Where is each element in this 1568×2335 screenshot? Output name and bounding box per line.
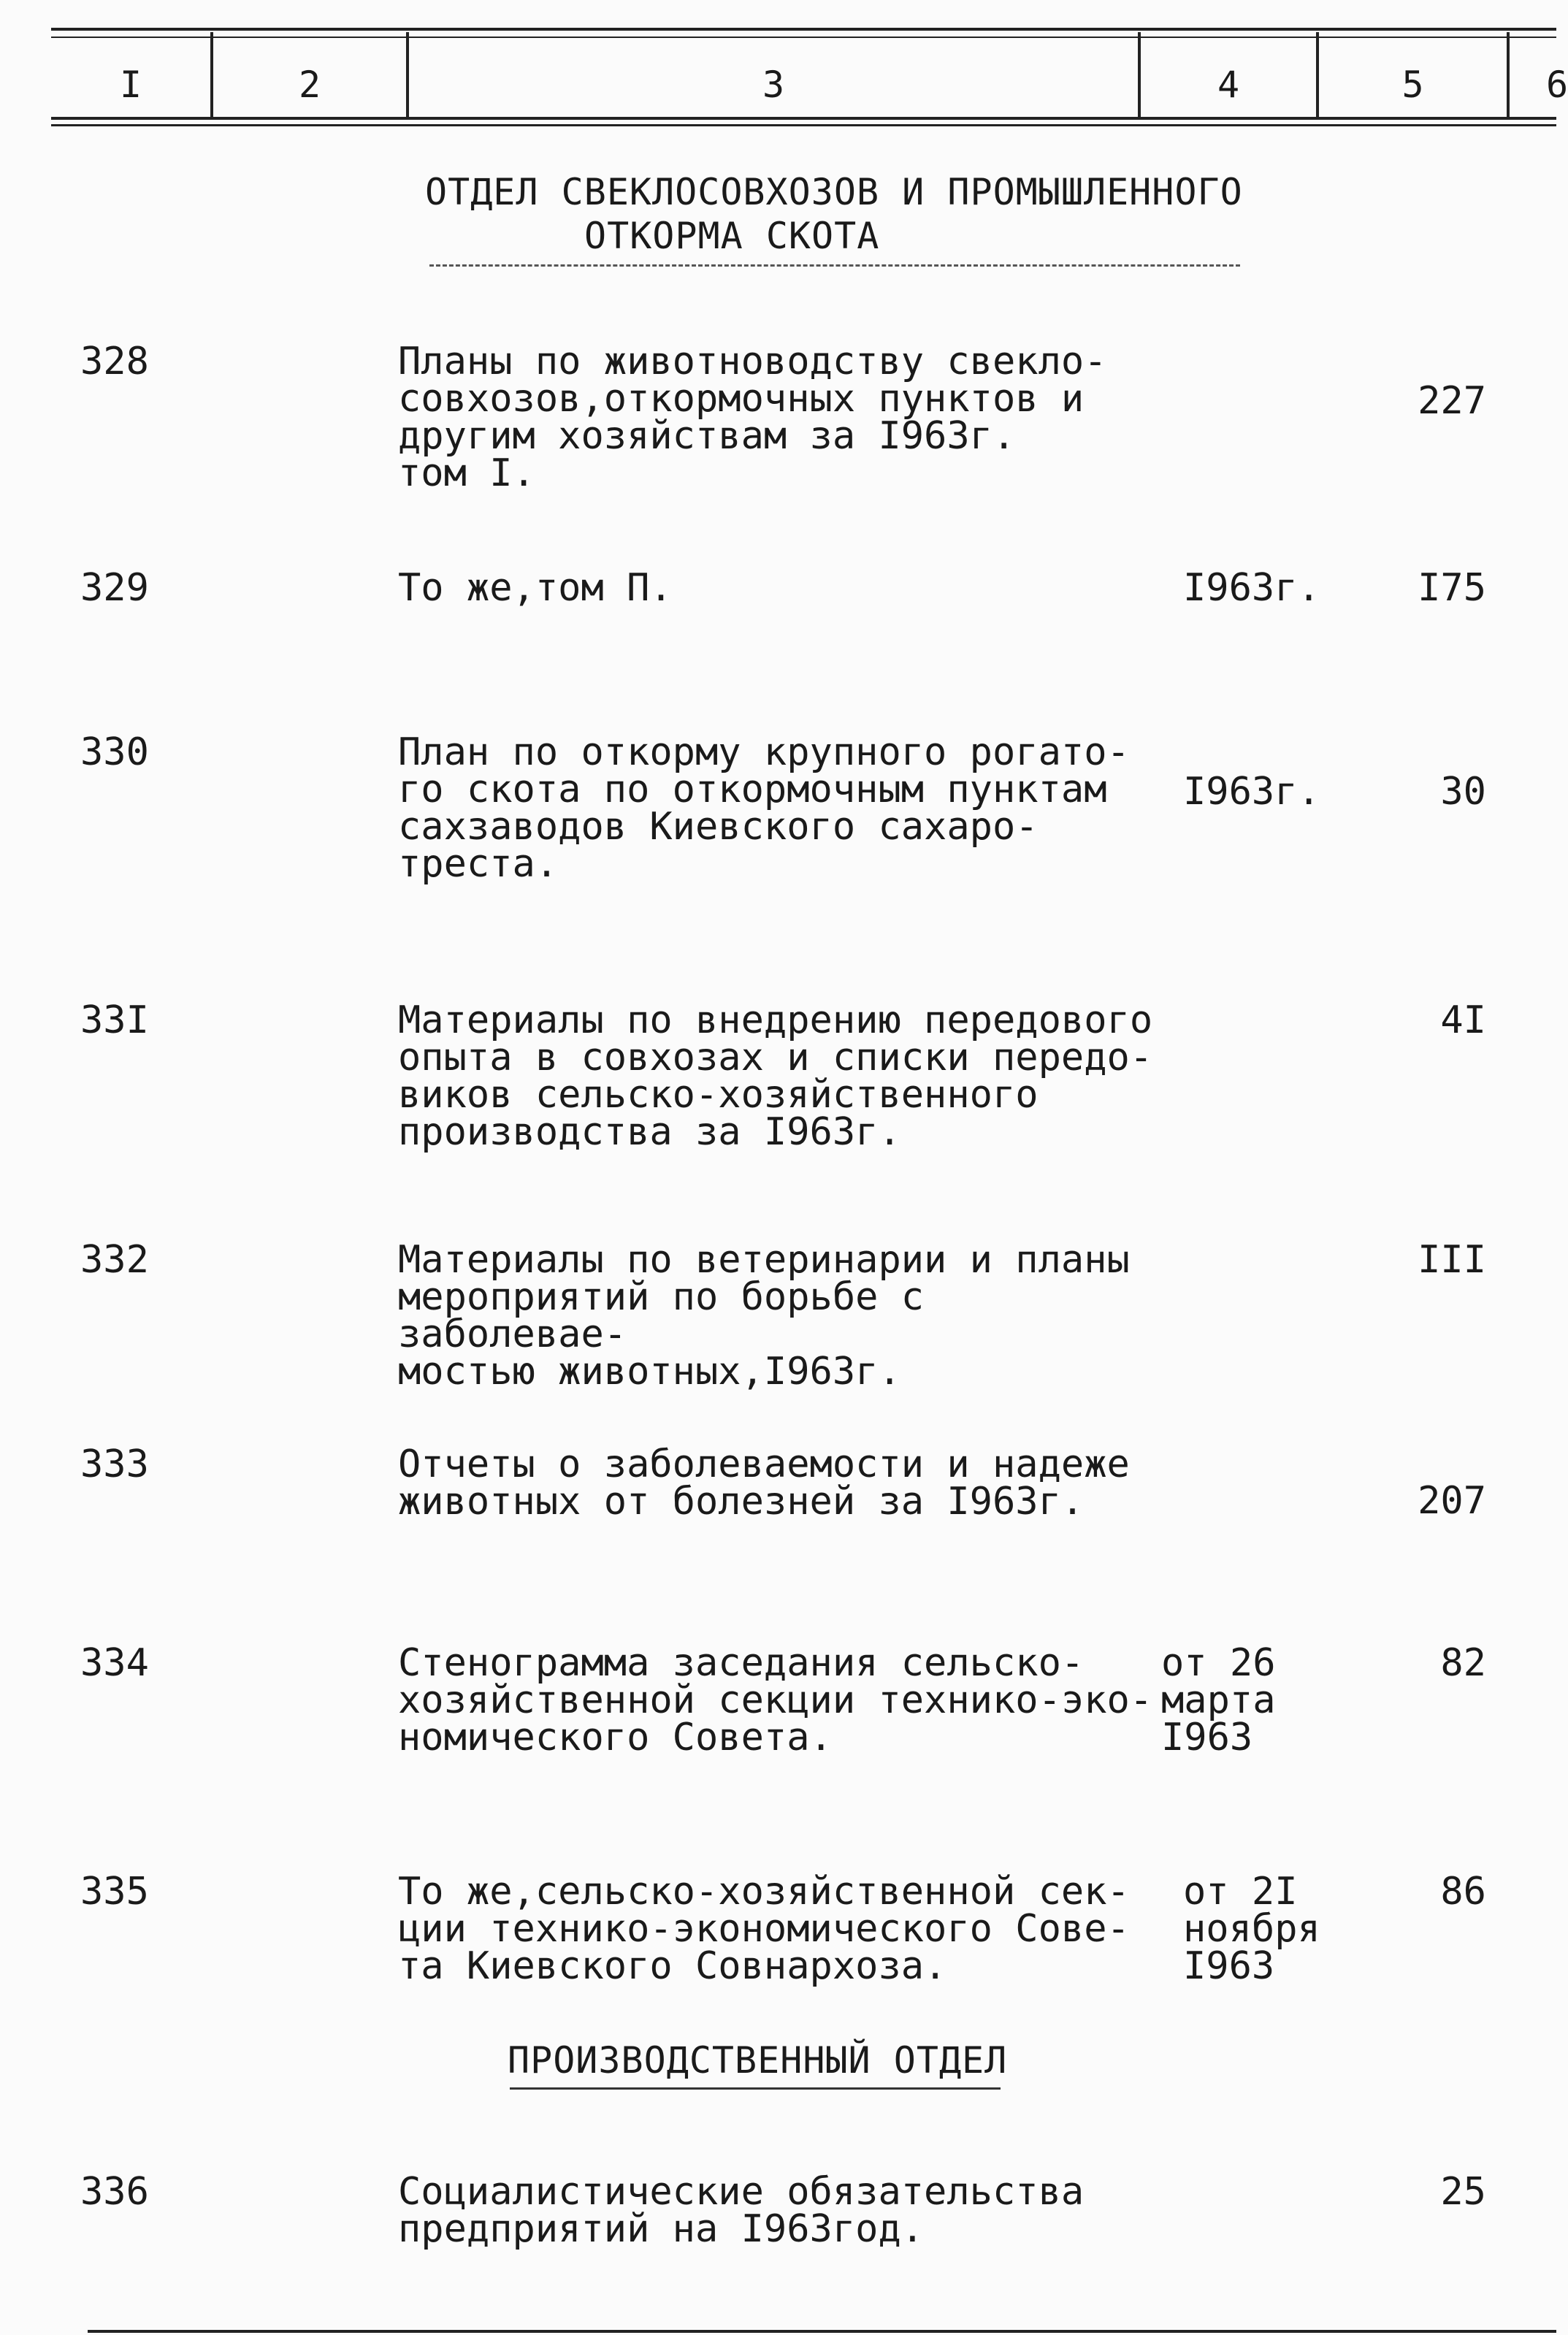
column-header-1: I (119, 64, 142, 106)
column-header-2: 2 (298, 64, 321, 106)
record-sheet-count: III (1418, 1238, 1486, 1282)
record-description: Стенограмма заседания сельско- хозяйственной секции технико-эко- номического Совета. (398, 1641, 1153, 1759)
record-sheet-count: 4I (1440, 998, 1486, 1042)
record-number: 336 (80, 2170, 149, 2214)
record-number: 330 (80, 730, 149, 774)
record-description: То же,том П. (398, 566, 673, 610)
record-number: 334 (80, 1641, 149, 1685)
column-header-4: 4 (1217, 64, 1240, 106)
record-sheet-count: I75 (1418, 566, 1486, 610)
page-bottom-rule (88, 2330, 1556, 2333)
record-description: Материалы по внедрению передового опыта в совхозах и списки передо- виков сельско-хозяйственного производства за I963г. (398, 998, 1153, 1154)
record-sheet-count: 25 (1440, 2170, 1486, 2214)
record-date: I963г. (1183, 770, 1320, 814)
record-sheet-count: 82 (1440, 1641, 1486, 1685)
record-sheet-count: 30 (1440, 770, 1486, 814)
record-description: План по откорму крупного рогато- го скота по откормочным пунктам сахзаводов Киевского сахаро- треста. (398, 730, 1130, 886)
record-date: от 2I ноября I963 (1183, 1870, 1320, 1988)
record-description: Материалы по ветеринарии и планы мероприятий по борьбе с заболевае- мостью животных,I963г. (398, 1238, 1130, 1394)
section-title-line-1: ОТДЕЛ СВЕКЛОСОВХОЗОВ И ПРОМЫШЛЕННОГО (425, 171, 1243, 213)
header-top-rule-2 (51, 37, 1556, 38)
section-title-production: ПРОИЗВОДСТВЕННЫЙ ОТДЕЛ (508, 2039, 1008, 2082)
record-number: 328 (80, 340, 149, 383)
record-number: 335 (80, 1870, 149, 1914)
column-header-3: 3 (762, 64, 785, 106)
section-title-underline (429, 264, 1240, 267)
record-description: Планы по животноводству свекло- совхозов,откормочных пунктов и другим хозяйствам за I963г. том I. (398, 340, 1107, 495)
record-date: I963г. (1183, 566, 1320, 610)
record-description: Отчеты о заболеваемости и надеже животных от болезней за I963г. (398, 1442, 1130, 1524)
record-number: 33I (80, 998, 149, 1042)
record-sheet-count: 227 (1418, 379, 1486, 423)
header-top-rule (51, 28, 1556, 31)
record-sheet-count: 86 (1440, 1870, 1486, 1914)
header-bottom-rule (51, 117, 1556, 120)
section-title-production-underline (510, 2087, 1001, 2090)
record-date: от 26 марта I963 (1161, 1641, 1276, 1759)
column-header-5: 5 (1401, 64, 1424, 106)
section-title-line-2: ОТКОРМА СКОТА (584, 215, 880, 257)
record-description: Социалистические обязательства предприятий на I963год. (398, 2170, 1085, 2251)
header-bottom-rule-2 (51, 124, 1556, 126)
record-number: 329 (80, 566, 149, 610)
record-number: 333 (80, 1442, 149, 1486)
record-sheet-count: 207 (1418, 1479, 1486, 1523)
column-header-6: 6 (1546, 64, 1568, 106)
record-description: То же,сельско-хозяйственной сек- ции технико-экономического Сове- та Киевского Совнархоза. (398, 1870, 1130, 1988)
record-number: 332 (80, 1238, 149, 1282)
